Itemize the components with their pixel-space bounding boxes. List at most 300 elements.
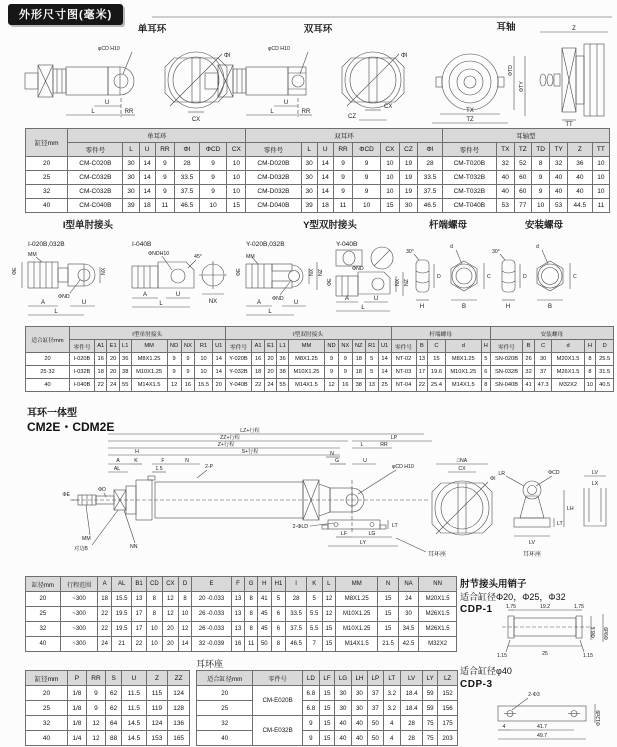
data-cell: 18: [317, 199, 333, 213]
data-cell: 40: [351, 716, 367, 731]
data-cell: Y-032B: [225, 366, 252, 379]
data-cell: 22: [416, 379, 428, 392]
data-cell: 40: [550, 171, 568, 185]
data-cell: 12: [86, 731, 105, 746]
header-cell: RR: [333, 143, 352, 157]
data-cell: 20: [264, 353, 276, 366]
header-cell: CX: [162, 577, 178, 592]
data-cell: 8: [271, 637, 286, 652]
data-cell: 20: [264, 366, 276, 379]
data-cell: 10: [227, 157, 246, 171]
data-cell: 28: [400, 716, 422, 731]
data-cell: 10: [380, 185, 399, 199]
data-cell: 16: [339, 379, 353, 392]
data-cell: 156: [438, 701, 458, 716]
data-cell: 18: [95, 366, 107, 379]
data-cell: 24: [398, 592, 418, 607]
data-cell: 45: [258, 622, 271, 637]
dim-label: D: [437, 274, 441, 280]
rod-nut-title: 杆端螺母: [428, 220, 468, 231]
data-cell: 9: [155, 185, 174, 199]
header-cell: ND: [167, 340, 181, 353]
data-cell: 19: [399, 157, 417, 171]
dim-label: TT: [565, 122, 573, 128]
y-joint-title: Y型双肘接头: [303, 220, 357, 231]
data-cell: 30: [301, 185, 317, 199]
data-cell: 37.5: [286, 622, 306, 637]
model-label: I-020B,032B: [28, 241, 65, 248]
data-cell: 40: [26, 199, 68, 213]
header-cell: B: [416, 340, 428, 353]
data-cell: 124: [168, 686, 190, 701]
header-cell: CZ: [399, 143, 417, 157]
data-cell: 9: [302, 731, 319, 746]
data-cell: 44.5: [568, 199, 593, 213]
data-cell: 15: [322, 637, 335, 652]
data-cell: 10: [592, 157, 609, 171]
data-cell: 18: [98, 592, 111, 607]
section-model: CM2E・CDM2E: [27, 420, 115, 434]
cm2e-dimension-table: [25, 576, 457, 652]
header-cell: U1: [212, 340, 225, 353]
cm2e-outline-drawing: [0, 404, 617, 572]
header-cell: 适合缸径mm: [26, 327, 70, 353]
header-cell: ΦI: [418, 143, 443, 157]
dim-label: F: [161, 458, 165, 464]
dim-label: G: [334, 458, 340, 464]
data-cell: 28: [400, 731, 422, 746]
dim-label: U: [104, 100, 110, 106]
dim-label: H: [135, 449, 139, 455]
data-cell: 10: [584, 379, 596, 392]
data-cell: 9: [353, 185, 381, 199]
data-cell: CM-D032B: [246, 171, 301, 185]
data-cell: 30: [398, 607, 418, 622]
data-cell: 4: [383, 731, 400, 746]
data-cell: 10: [199, 199, 227, 213]
data-cell: 16: [95, 353, 107, 366]
data-cell: 17: [132, 607, 146, 622]
header-cell: F: [231, 577, 244, 592]
data-cell: 15.5: [111, 592, 131, 607]
dim-label: A: [344, 296, 350, 302]
data-cell: Y-040B: [225, 379, 252, 392]
data-cell: 36: [568, 157, 593, 171]
data-cell: 12: [86, 716, 105, 731]
data-cell: 7: [306, 637, 322, 652]
header-cell: H: [584, 340, 596, 353]
dim-label: ΦI: [490, 476, 496, 482]
data-cell: M10X1.25: [336, 622, 378, 637]
mount-nut-drawing: [500, 250, 570, 300]
header-cell: LV: [400, 671, 422, 686]
data-cell: 153: [146, 731, 168, 746]
dim-label: U: [175, 292, 181, 298]
header-cell: 安装螺母: [490, 327, 613, 340]
data-cell: 30: [123, 185, 139, 199]
data-cell: 33.5: [286, 607, 306, 622]
data-cell: 9: [339, 366, 353, 379]
data-cell: 9: [155, 157, 174, 171]
data-cell: 15.5: [195, 379, 213, 392]
dim-label: 30°: [406, 249, 414, 255]
header-cell: P: [67, 671, 86, 686]
header-cell: 零件号: [68, 143, 123, 157]
data-cell: 9: [155, 171, 174, 185]
data-cell: 14: [378, 366, 391, 379]
model-label: Y-020B,032B: [246, 241, 285, 248]
dim-label: Z: [572, 26, 576, 32]
data-cell: 152: [438, 686, 458, 701]
data-cell: Y-020B: [225, 353, 252, 366]
data-cell: 9: [181, 353, 195, 366]
dim-label: U: [283, 100, 289, 106]
data-cell: 9: [199, 171, 227, 185]
dim-label: ΦI: [401, 53, 408, 59]
data-cell: 18: [252, 366, 264, 379]
dim-label: LP: [390, 435, 398, 441]
data-cell: 10: [353, 199, 381, 213]
data-cell: SN-020B: [490, 353, 523, 366]
data-cell: 30: [301, 171, 317, 185]
dim-label: LX: [591, 481, 599, 487]
rod-nut-drawing: [414, 250, 484, 300]
dim-label: 19.2: [539, 604, 551, 610]
header-cell: 零件号: [253, 671, 302, 686]
data-cell: 14.5: [122, 716, 146, 731]
dim-label: CX: [384, 104, 393, 110]
header-cell: CX: [380, 143, 399, 157]
data-cell: 25: [378, 379, 391, 392]
data-cell: M32X2: [419, 637, 457, 652]
data-cell: 18.4: [400, 701, 422, 716]
dim-label: NZ: [404, 279, 410, 286]
dim-label: ΦND: [272, 296, 284, 302]
header-cell: NA: [398, 577, 418, 592]
data-cell: CM-C032B: [68, 185, 123, 199]
i-joint-small-drawing: [22, 257, 100, 315]
dim-label: 1.15: [582, 653, 594, 659]
data-cell: 14: [212, 353, 225, 366]
header-cell: R1: [195, 340, 213, 353]
header-cell: 缸径mm: [26, 129, 68, 157]
data-cell: 59: [423, 686, 438, 701]
data-cell: 14: [317, 157, 333, 171]
data-cell: 42.5: [398, 637, 418, 652]
dim-label: CX: [458, 466, 466, 472]
data-cell: 20: [26, 353, 70, 366]
header-rule: [152, 16, 612, 18]
data-cell: 9: [199, 157, 227, 171]
pin-model-cdp1: CDP-1: [460, 604, 493, 615]
header-cell: ND: [325, 340, 339, 353]
data-cell: 40: [26, 637, 61, 652]
data-cell: CM-T032B: [442, 171, 496, 185]
data-cell: 10: [380, 157, 399, 171]
header-cell: Z: [568, 143, 593, 157]
data-cell: 14: [378, 353, 391, 366]
port-dimension-table: [25, 670, 190, 746]
data-cell: 20: [197, 686, 253, 701]
header-cell: L1: [119, 340, 131, 353]
data-cell: 12: [325, 379, 339, 392]
data-cell: 30: [335, 701, 352, 716]
header-cell: 零件号: [442, 143, 496, 157]
data-cell: 15: [322, 622, 335, 637]
data-cell: 46.5: [286, 637, 306, 652]
data-cell: 50: [258, 637, 271, 652]
dim-label: ΦNDH10: [148, 251, 170, 257]
data-cell: ~300: [60, 622, 98, 637]
data-cell: 6.8: [302, 686, 319, 701]
data-cell: 1/8: [67, 716, 86, 731]
data-cell: M10X1.25: [336, 607, 378, 622]
data-cell: 13: [416, 353, 428, 366]
data-cell: 9: [325, 353, 339, 366]
cdp3-pin-drawing: [470, 686, 617, 745]
clevis-trunnion-table: [25, 128, 610, 213]
header-cell: LH: [351, 671, 367, 686]
data-cell: 45: [258, 607, 271, 622]
trunnion-side-view: [540, 32, 608, 120]
data-cell: 5.5: [306, 622, 322, 637]
data-cell: CM-D020B: [246, 157, 301, 171]
data-cell: 32: [26, 622, 61, 637]
header-cell: E1: [107, 340, 119, 353]
data-cell: 19: [399, 185, 417, 199]
dim-label: 对边B: [74, 546, 88, 552]
dim-label: L: [54, 309, 58, 315]
dim-label: U: [363, 458, 367, 464]
data-cell: 30: [301, 157, 317, 171]
data-cell: 25.4: [428, 379, 446, 392]
data-cell: 50: [368, 731, 384, 746]
header-cell: CX: [227, 143, 246, 157]
data-cell: 9: [531, 185, 549, 199]
dim-label: LR: [498, 471, 505, 477]
data-cell: 5: [365, 366, 378, 379]
data-cell: 25: [26, 607, 61, 622]
data-cell: 77: [514, 199, 531, 213]
data-cell: M8X1.25: [131, 353, 167, 366]
header-cell: N: [378, 577, 398, 592]
header-cell: D: [178, 577, 191, 592]
header-cell: A: [98, 577, 111, 592]
single-clevis-title: 单耳环: [137, 24, 167, 35]
data-cell: 40.5: [596, 379, 614, 392]
dim-label: ΦND: [58, 294, 70, 300]
data-cell: 9: [339, 353, 353, 366]
data-cell: M26X1.5: [419, 607, 457, 622]
header-cell: I型单肘接头: [69, 327, 225, 340]
header-cell: 缸径mm: [26, 671, 68, 686]
dim-label: L: [360, 442, 364, 448]
dim-label: 45°: [194, 254, 202, 260]
data-cell: 12: [322, 607, 335, 622]
dim-label: B: [461, 304, 467, 310]
data-cell: M14X1.5: [288, 379, 324, 392]
data-cell: 10: [227, 171, 246, 185]
data-cell: 37: [368, 686, 384, 701]
trunnion-title: 耳轴: [496, 22, 516, 33]
data-cell: 25: [197, 701, 253, 716]
header-cell: LD: [302, 671, 319, 686]
header-cell: 单耳环: [68, 129, 246, 143]
dimension-table-t2: [25, 326, 614, 392]
data-cell: 37: [368, 701, 384, 716]
trunnion-front-view: [432, 54, 525, 123]
dim-label: ΦCD: [548, 470, 560, 476]
dim-label: φCD H10: [98, 46, 120, 52]
data-cell: 25: [26, 171, 68, 185]
header-cell: 零件号: [246, 143, 301, 157]
dim-label: NZ: [318, 269, 324, 276]
data-cell: 40: [335, 716, 352, 731]
header-cell: G: [245, 577, 258, 592]
dim-label: L: [159, 301, 163, 307]
data-cell: 21.5: [378, 637, 398, 652]
data-cell: 14.5: [122, 731, 146, 746]
data-cell: 46.5: [418, 199, 443, 213]
dim-label: Z+行程: [217, 442, 235, 448]
data-cell: 32: [496, 157, 514, 171]
dim-label: 1.5: [155, 466, 163, 472]
header-cell: U1: [378, 340, 391, 353]
data-cell: M10X1.25: [445, 366, 481, 379]
dim-label: U: [81, 300, 87, 306]
header-cell: H1: [271, 577, 286, 592]
header-cell: B: [523, 340, 535, 353]
dim-label: L: [361, 305, 365, 311]
dim-label: 1.75: [573, 604, 585, 610]
data-cell: 55: [277, 379, 289, 392]
data-cell: 3.2: [383, 701, 400, 716]
data-cell: 8: [245, 592, 258, 607]
header-cell: NZ: [352, 340, 365, 353]
data-cell: 38: [352, 379, 365, 392]
data-cell: 115: [146, 686, 168, 701]
data-cell: 88: [106, 731, 122, 746]
dim-label: N: [185, 458, 189, 464]
dim-label: NN: [130, 544, 138, 550]
data-cell: 37: [534, 366, 552, 379]
double-clevis-front-view: [342, 52, 404, 120]
data-cell: ~300: [60, 592, 98, 607]
data-cell: M20X1.5: [419, 592, 457, 607]
dim-label: ΦE: [12, 267, 18, 275]
data-cell: 32: [26, 716, 68, 731]
data-cell: 12: [178, 622, 191, 637]
data-cell: CM-E020B: [253, 686, 302, 716]
data-cell: 10: [592, 185, 609, 199]
double-clevis-side-view: [205, 52, 312, 117]
header-cell: TT: [592, 143, 609, 157]
data-cell: 11: [592, 199, 609, 213]
data-cell: 36: [277, 353, 289, 366]
data-cell: 9: [181, 366, 195, 379]
data-cell: 9: [86, 686, 105, 701]
data-cell: 13: [231, 607, 244, 622]
pin-note-title: 肘节接头用销子: [460, 579, 527, 590]
dim-label: NX: [395, 278, 401, 286]
data-cell: 40: [568, 185, 593, 199]
data-cell: 30: [123, 171, 139, 185]
header-cell: U: [122, 671, 146, 686]
data-cell: 40: [568, 171, 593, 185]
data-cell: 10: [195, 366, 213, 379]
double-clevis-title: 双耳环: [303, 24, 333, 35]
dim-label: LY: [360, 540, 366, 546]
data-cell: 25: [26, 701, 68, 716]
dim-label: 4: [502, 724, 506, 730]
data-cell: 15: [319, 731, 334, 746]
data-cell: I-032B: [69, 366, 94, 379]
data-cell: 22: [132, 637, 146, 652]
header-cell: 行程范围: [60, 577, 98, 592]
data-cell: 9: [167, 353, 181, 366]
pin-fit-note-2: 适合缸径φ40: [460, 666, 512, 676]
data-cell: 10: [227, 185, 246, 199]
data-cell: 13: [231, 622, 244, 637]
header-cell: CD: [146, 577, 162, 592]
data-cell: CM-C020B: [68, 157, 123, 171]
data-cell: NT-02: [391, 353, 416, 366]
dim-label: RR: [124, 109, 134, 115]
data-cell: 62: [106, 686, 122, 701]
data-cell: 19.6: [428, 366, 446, 379]
header-cell: I: [286, 577, 306, 592]
data-cell: 9: [86, 701, 105, 716]
data-cell: 9: [167, 366, 181, 379]
data-cell: M14X1.5: [131, 379, 167, 392]
header-cell: 耳轴型: [442, 129, 609, 143]
header-cell: d: [445, 340, 481, 353]
data-cell: 10: [146, 637, 162, 652]
data-cell: M32X2: [552, 379, 584, 392]
data-cell: 4: [383, 716, 400, 731]
header-cell: RR: [155, 143, 174, 157]
page-title-badge: 外形尺寸图(毫米): [8, 4, 123, 25]
header-cell: AL: [111, 577, 131, 592]
dim-label: □NA: [456, 458, 468, 464]
data-cell: 3.2: [383, 686, 400, 701]
dim-label: S+行程: [241, 449, 259, 455]
data-cell: 30: [534, 353, 552, 366]
data-cell: 15: [378, 622, 398, 637]
header-cell: A1: [252, 340, 264, 353]
header-cell: LZ: [438, 671, 458, 686]
header-cell: ZZ: [168, 671, 190, 686]
header-cell: C: [428, 340, 446, 353]
data-cell: 40: [351, 731, 367, 746]
header-cell: ΦCD: [199, 143, 227, 157]
data-cell: 39: [301, 199, 317, 213]
data-cell: 175: [438, 716, 458, 731]
data-cell: 31.5: [596, 366, 614, 379]
data-cell: 8: [245, 607, 258, 622]
data-cell: 20: [162, 622, 178, 637]
data-cell: 15: [380, 199, 399, 213]
data-cell: 19.5: [111, 622, 131, 637]
data-cell: M10X1.25: [288, 366, 324, 379]
dim-label: A: [142, 292, 148, 298]
data-cell: 34.5: [398, 622, 418, 637]
data-cell: 11: [245, 637, 258, 652]
data-cell: 9: [531, 171, 549, 185]
data-cell: 18.4: [400, 686, 422, 701]
data-cell: M14X1.5: [445, 379, 481, 392]
dim-label: ΦI: [224, 53, 231, 59]
